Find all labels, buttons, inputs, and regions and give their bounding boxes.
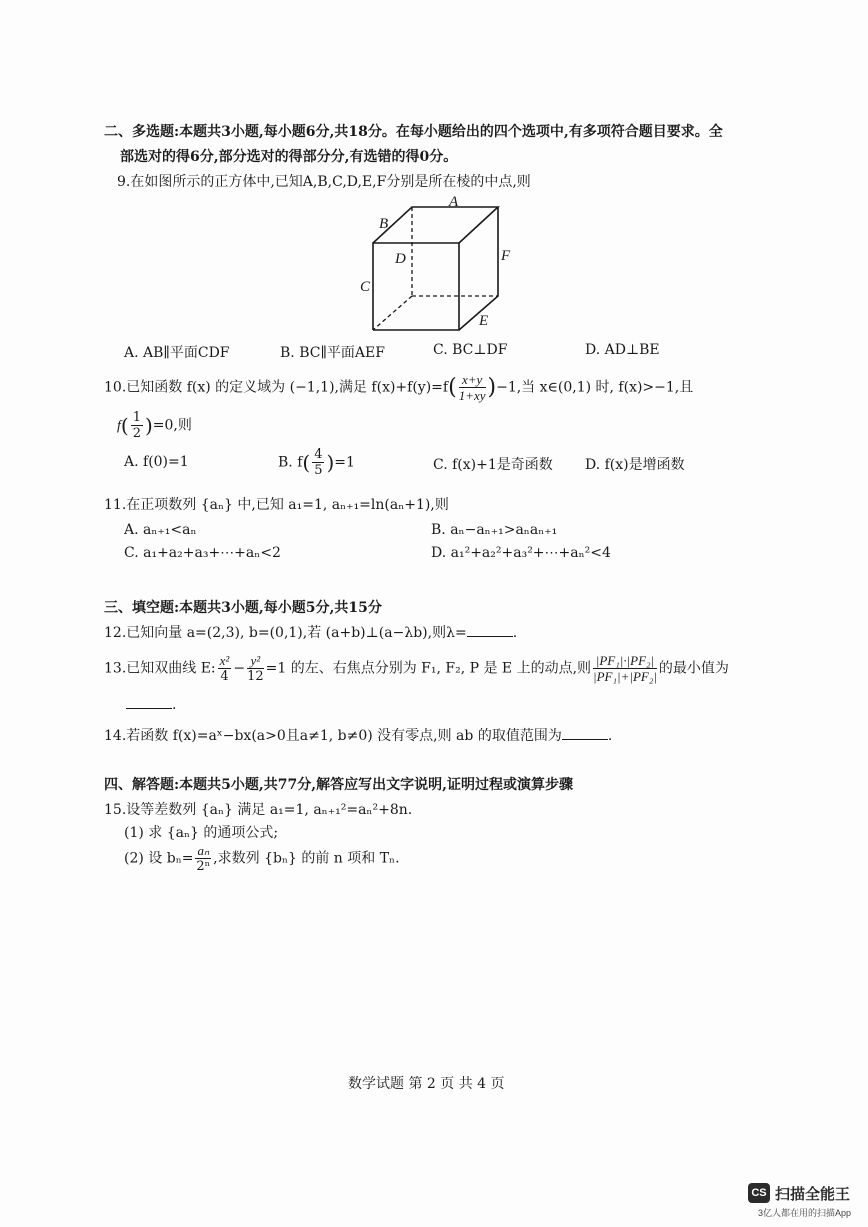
q13-frac3-num: |PF₁|·|PF₂| [593, 653, 657, 669]
q9-option-b: B. BC∥平面AEF [280, 345, 385, 361]
q11-option-a: A. aₙ₊₁<aₙ [124, 522, 197, 538]
q15-part-1: (1) 求 {aₙ} 的通项公式; [124, 825, 279, 841]
q10-optb-num: 4 [314, 447, 323, 462]
cube-figure [355, 192, 525, 337]
camscanner-tagline: 3亿人都在用的扫描App [758, 1208, 852, 1218]
camscanner-name: 扫描全能王 [775, 1186, 851, 1203]
q10-option-a: A. f(0)=1 [124, 454, 189, 470]
q10-line2-f: f [117, 418, 121, 434]
question-12 [104, 622, 517, 642]
section-2-header-line1: 二、多选题:本题共3小题,每小题6分,共18分。在每小题给出的四个选项中,有多项符合题目要求。全 [104, 124, 723, 140]
q13-text-a: 13.已知双曲线 E: [104, 660, 216, 677]
question-9-stem: 9.在如图所示的正方体中,已知A,B,C,D,E,F分别是所在棱的中点,则 [117, 174, 531, 190]
q12-answer-blank[interactable] [467, 624, 513, 637]
q10-line2-end: =0,则 [152, 417, 192, 434]
cube-top-face [373, 207, 498, 243]
section-2-header-line2: 部选对的得6分,部分选对的得部分分,有选错的得0分。 [120, 149, 458, 165]
q15-part-2 [124, 843, 400, 874]
q10-text-a: 10.已知函数 f(x) 的定义域为 (−1,1),满足 f(x)+f(y)=f [104, 379, 449, 396]
q9-option-c: C. BC⊥DF [433, 342, 508, 358]
q10-frac-num: x+y [459, 372, 486, 388]
q13-text-b: =1 的左、右焦点分别为 F₁, F₂, P 是 E 上的动点,则 [265, 660, 592, 677]
label-A: A [449, 194, 459, 210]
q13-frac1-num: x² [219, 653, 230, 668]
question-10-line1: 10.已知函数 f(x) 的定义域为 (−1,1),满足 f(x)+f(y)=f( $\frac{x+y}{1+xy}$ )−1,当 x∈(0,1) 时, f(x)>−1,且 [104, 372, 694, 403]
page-footer: 数学试题 第 2 页 共 4 页 [348, 1076, 505, 1092]
q10-fraction [459, 372, 486, 403]
q12-end: . [512, 625, 518, 641]
q13-frac1-den: 4 [220, 669, 229, 684]
q14-end: . [607, 728, 613, 744]
cube-front-face [373, 243, 459, 330]
q12-text: 12.已知向量 a=(2,3), b=(0,1),若 (a+b)⊥(a−λb),则λ= [104, 625, 467, 641]
q15-part2-text-a: (2) 设 bₙ= [124, 850, 194, 867]
label-C: C [360, 279, 371, 295]
label-D: D [395, 251, 406, 267]
q13-frac2-den: 12 [247, 669, 264, 684]
section-3-header: 三、填空题:本题共3小题,每小题5分,共15分 [104, 600, 382, 616]
question-11-stem: 11.在正项数列 {aₙ} 中,已知 a₁=1, aₙ₊₁=ln(aₙ+1),则 [104, 497, 449, 513]
question-15-stem: 15.设等差数列 {aₙ} 满足 a₁=1, aₙ₊₁²=aₙ²+8n. [104, 802, 413, 818]
section-4-header: 四、解答题:本题共5小题,共77分,解答应写出文字说明,证明过程或演算步骤 [104, 777, 574, 793]
q9-option-a: A. AB∥平面CDF [124, 345, 230, 361]
q11-option-c: C. a₁+a₂+a₃+⋯+aₙ<2 [124, 545, 281, 561]
q13-frac1 [218, 653, 232, 684]
q10-line2-den: 2 [132, 426, 141, 441]
q14-answer-blank[interactable] [562, 727, 608, 740]
q15-part2-num: aₙ [197, 843, 210, 858]
question-10-line2: f( $\frac{1}{2}$ )=0,则 [117, 410, 192, 441]
q15-part2-text-b: ,求数列 {bₙ} 的前 n 项和 Tₙ. [213, 850, 400, 867]
q11-option-b: B. aₙ−aₙ₊₁>aₙaₙ₊₁ [431, 522, 558, 538]
q10-frac-den: 1+xy [458, 388, 486, 403]
q14-text: 14.若函数 f(x)=aˣ−bx(a>0且a≠1, b≠0) 没有零点,则 ab 的取值范围为 [104, 728, 562, 744]
q10-text-b: −1,当 x∈(0,1) 时, f(x)>−1,且 [496, 379, 694, 396]
camscanner-logo-icon: CS [748, 1183, 770, 1203]
q10-line2-fraction [131, 410, 143, 441]
question-13-line2 [126, 696, 176, 713]
q11-option-d: D. a₁²+a₂²+a₃²+⋯+aₙ²<4 [431, 545, 611, 561]
q10-option-b: B. f( $\frac{4}{5}$ )=1 [278, 447, 355, 478]
question-14 [104, 725, 612, 745]
q13-text-c: 的最小值为 [658, 660, 729, 677]
q15-part2-den: 2ⁿ [196, 859, 211, 874]
q13-answer-blank[interactable] [126, 696, 172, 709]
q13-frac3 [593, 653, 657, 684]
q10-optb-fraction [312, 447, 324, 478]
q9-option-d: D. AD⊥BE [585, 342, 660, 358]
q10-optb-end: =1 [334, 454, 355, 471]
label-B: B [379, 216, 389, 232]
label-F: F [501, 248, 511, 264]
q10-optb-text: B. f [278, 454, 303, 471]
q13-end: . [172, 697, 177, 713]
q10-option-d: D. f(x)是增函数 [585, 457, 685, 473]
q13-frac2-num: y² [247, 653, 264, 669]
q10-line2-num: 1 [132, 410, 141, 425]
q13-frac2 [247, 653, 264, 684]
question-13-line1 [104, 653, 729, 684]
q10-option-c: C. f(x)+1是奇函数 [433, 457, 553, 473]
label-E: E [479, 313, 489, 329]
q10-optb-den: 5 [314, 463, 323, 478]
q15-part2-fraction [195, 843, 211, 874]
q13-frac3-den: |PF₁|+|PF₂| [593, 669, 657, 684]
q13-minus: − [233, 660, 246, 677]
